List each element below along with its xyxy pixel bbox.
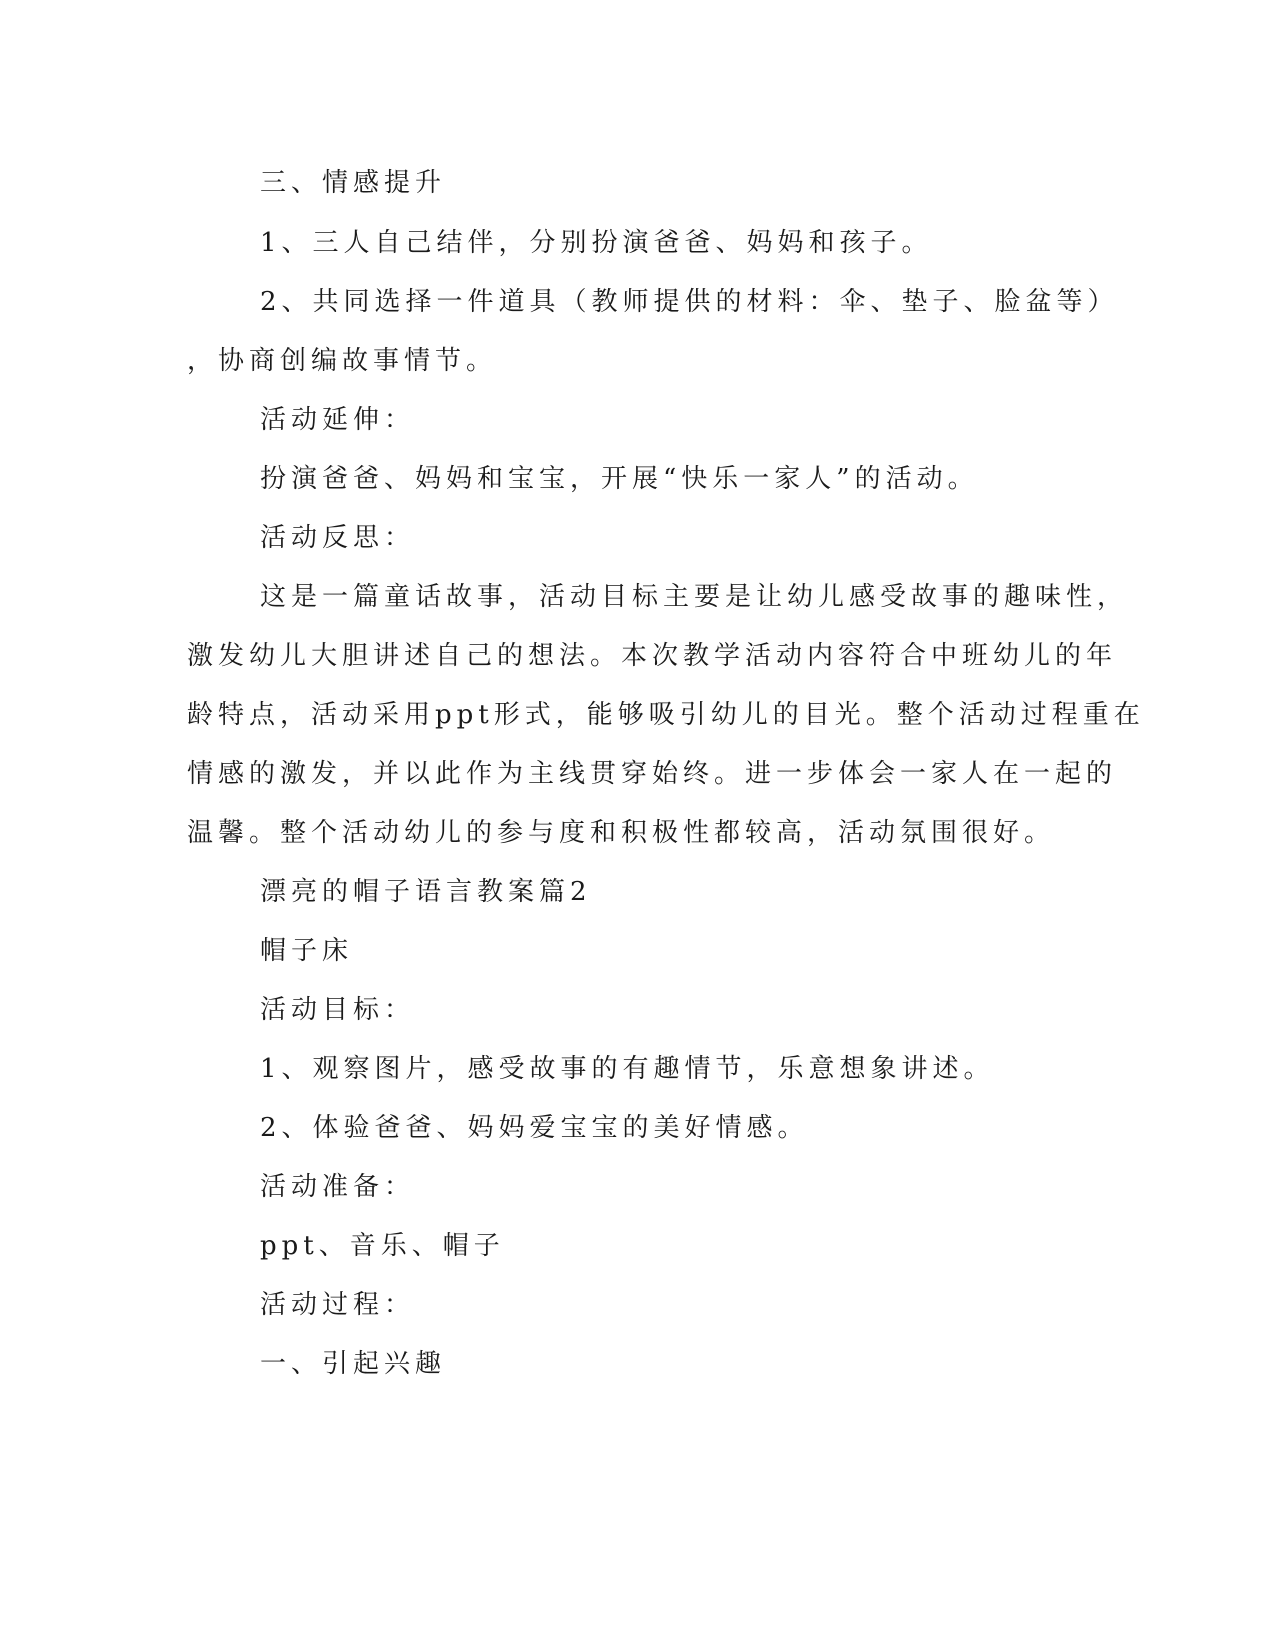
paragraph-line: 情感的激发，并以此作为主线贯穿始终。进一步体会一家人在一起的 — [187, 759, 1118, 789]
paragraph-line: 龄特点，活动采用ppt形式，能够吸引幼儿的目光。整个活动过程重在 — [187, 700, 1145, 730]
paragraph-line: 2、体验爸爸、妈妈爱宝宝的美好情感。 — [260, 1113, 809, 1143]
section-heading: 活动准备： — [260, 1172, 416, 1202]
section-heading: 活动延伸： — [260, 405, 416, 435]
section-heading: 活动反思： — [260, 523, 416, 553]
paragraph-line: 激发幼儿大胆讲述自己的想法。本次教学活动内容符合中班幼儿的年 — [187, 641, 1118, 671]
section-heading: 活动目标： — [260, 995, 416, 1025]
paragraph-line: 1、三人自己结伴，分别扮演爸爸、妈妈和孩子。 — [260, 228, 933, 258]
paragraph-line: 2、共同选择一件道具（教师提供的材料：伞、垫子、脸盆等） — [260, 287, 1119, 317]
paragraph-line: ppt、音乐、帽子 — [260, 1231, 505, 1261]
paragraph-line: ，协商创编故事情节。 — [187, 346, 498, 376]
paragraph-line: 这是一篇童话故事，活动目标主要是让幼儿感受故事的趣味性， — [260, 582, 1129, 612]
paragraph-line: 1、观察图片，感受故事的有趣情节，乐意想象讲述。 — [260, 1054, 995, 1084]
story-title: 帽子床 — [260, 936, 354, 966]
section-heading: 一、引起兴趣 — [260, 1349, 447, 1379]
section-heading: 三、情感提升 — [260, 168, 447, 198]
section-heading: 活动过程： — [260, 1290, 416, 1320]
article-title: 漂亮的帽子语言教案篇2 — [260, 877, 592, 907]
paragraph-line: 扮演爸爸、妈妈和宝宝，开展“快乐一家人”的活动。 — [260, 464, 979, 494]
paragraph-line: 温馨。整个活动幼儿的参与度和积极性都较高，活动氛围很好。 — [187, 818, 1056, 848]
